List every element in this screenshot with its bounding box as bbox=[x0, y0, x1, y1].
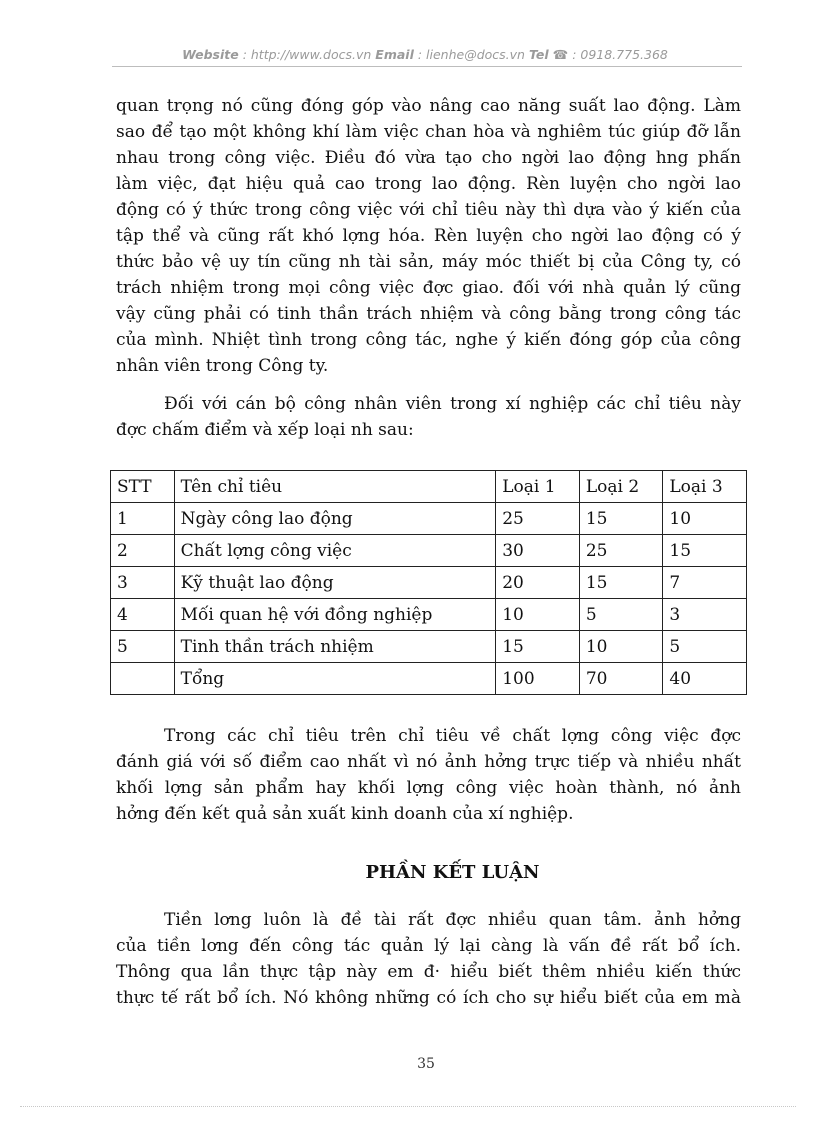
table-cell: 7 bbox=[663, 567, 747, 599]
paragraph-1-line: nhân viên trong Công ty. bbox=[116, 356, 329, 376]
paragraph-1-line: tập thể và cũng rất khó lợng hóa. Rèn luyện cho ngời lao động có ý bbox=[116, 226, 741, 246]
table-cell: 5 bbox=[579, 599, 663, 631]
paragraph-1-line: làm việc, đạt hiệu quả cao trong lao động. Rèn luyện cho ngời lao bbox=[116, 174, 741, 194]
table-cell: 10 bbox=[663, 503, 747, 535]
table-cell: 3 bbox=[111, 567, 175, 599]
table-cell: Tổng bbox=[174, 663, 496, 695]
paragraph-4-line: Tiền lơng luôn là đề tài rất đợc nhiều quan tâm. ảnh hởng bbox=[164, 910, 741, 930]
paragraph-1-line: sao để tạo một không khí làm việc chan hòa và nghiêm túc giúp đỡ lẫn bbox=[116, 122, 741, 142]
header-cell-type-2: Loại 2 bbox=[579, 471, 663, 503]
table-cell: 15 bbox=[496, 631, 580, 663]
table-cell: 15 bbox=[663, 535, 747, 567]
table-row bbox=[111, 631, 747, 663]
table-cell: Mối quan hệ với đồng nghiệp bbox=[174, 599, 496, 631]
table-cell: Kỹ thuật lao động bbox=[174, 567, 496, 599]
page-number: 35 bbox=[417, 1056, 435, 1072]
website-label: Website bbox=[182, 47, 239, 62]
table-cell: 25 bbox=[579, 535, 663, 567]
tel-value: : 0918.775.368 bbox=[572, 47, 668, 62]
table-cell: 25 bbox=[496, 503, 580, 535]
table-cell: 100 bbox=[496, 663, 580, 695]
table-cell: 5 bbox=[111, 631, 175, 663]
paragraph-1-line: của mình. Nhiệt tình trong công tác, nghe ý kiến đóng góp của công bbox=[116, 330, 741, 350]
table-cell bbox=[111, 663, 175, 695]
header-cell-type-1: Loại 1 bbox=[496, 471, 580, 503]
table-cell: 10 bbox=[496, 599, 580, 631]
criteria-table bbox=[110, 470, 747, 695]
paragraph-3 bbox=[116, 723, 741, 827]
phone-icon: ☎ bbox=[552, 47, 569, 62]
table-cell: 15 bbox=[579, 567, 663, 599]
table-row bbox=[111, 535, 747, 567]
paragraph-1-line: nhau trong công việc. Điều đó vừa tạo cho ngời lao động hng phấn bbox=[116, 148, 741, 168]
paragraph-4 bbox=[116, 907, 741, 1011]
paragraph-1-line: vậy cũng phải có tinh thần trách nhiệm và công bằng trong công tác bbox=[116, 304, 741, 324]
paragraph-4-line: của tiền lơng đến công tác quản lý lại càng là vấn đề rất bổ ích. bbox=[116, 936, 741, 956]
table-cell: 40 bbox=[663, 663, 747, 695]
table-row bbox=[111, 503, 747, 535]
table-cell: 1 bbox=[111, 503, 175, 535]
table-cell: 4 bbox=[111, 599, 175, 631]
section-title: PHẦN KẾT LUẬN bbox=[365, 862, 540, 883]
table-row bbox=[111, 567, 747, 599]
paragraph-1-line: trách nhiệm trong mọi công việc đợc giao. đối với nhà quản lý cũng bbox=[116, 278, 741, 298]
table-cell: Chất lợng công việc bbox=[174, 535, 496, 567]
paragraph-2-line: Đối với cán bộ công nhân viên trong xí nghiệp các chỉ tiêu này bbox=[164, 394, 741, 414]
email-label: Email bbox=[375, 47, 414, 62]
paragraph-2-line: đợc chấm điểm và xếp loại nh sau: bbox=[116, 420, 414, 440]
table-cell: 2 bbox=[111, 535, 175, 567]
table-cell: 5 bbox=[663, 631, 747, 663]
header-cell-stt: STT bbox=[111, 471, 175, 503]
paragraph-2 bbox=[116, 391, 741, 443]
page-header bbox=[110, 47, 740, 62]
table-cell: 20 bbox=[496, 567, 580, 599]
footer-divider bbox=[20, 1106, 796, 1107]
paragraph-3-line: hởng đến kết quả sản xuất kinh doanh của xí nghiệp. bbox=[116, 804, 574, 824]
paragraph-3-line: đánh giá với số điểm cao nhất vì nó ảnh hởng trực tiếp và nhiều nhất bbox=[116, 752, 741, 772]
paragraph-3-line: khối lợng sản phẩm hay khối lợng công việc hoàn thành, nó ảnh bbox=[116, 778, 741, 798]
website-value: : http://www.docs.vn bbox=[242, 47, 372, 62]
paragraph-3-line: Trong các chỉ tiêu trên chỉ tiêu về chất lợng công việc đợc bbox=[164, 726, 741, 746]
paragraph-1 bbox=[116, 93, 741, 379]
table-cell: Ngày công lao động bbox=[174, 503, 496, 535]
table-total-row bbox=[111, 663, 747, 695]
email-value: : lienhe@docs.vn bbox=[417, 47, 525, 62]
table-cell: 15 bbox=[579, 503, 663, 535]
paragraph-1-line: động có ý thức trong công việc với chỉ tiêu này thì dựa vào ý kiến của bbox=[116, 200, 741, 220]
paragraph-1-line: thức bảo vệ uy tín cũng nh tài sản, máy móc thiết bị của Công ty, có bbox=[116, 252, 741, 272]
table-cell: 30 bbox=[496, 535, 580, 567]
paragraph-1-line: quan trọng nó cũng đóng góp vào nâng cao năng suất lao động. Làm bbox=[116, 96, 741, 116]
paragraph-4-line: Thông qua lần thực tập này em đ· hiểu biết thêm nhiều kiến thức bbox=[116, 962, 741, 982]
table-header-row bbox=[111, 471, 747, 503]
table-cell: 10 bbox=[579, 631, 663, 663]
table-cell: Tinh thần trách nhiệm bbox=[174, 631, 496, 663]
table-cell: 70 bbox=[579, 663, 663, 695]
header-divider bbox=[112, 66, 742, 67]
header-cell-type-3: Loại 3 bbox=[663, 471, 747, 503]
paragraph-4-line: thực tế rất bổ ích. Nó không những có ích cho sự hiểu biết của em mà bbox=[116, 988, 741, 1008]
table-cell: 3 bbox=[663, 599, 747, 631]
table-row bbox=[111, 599, 747, 631]
header-cell-name: Tên chỉ tiêu bbox=[174, 471, 496, 503]
tel-label: Tel bbox=[528, 47, 549, 62]
